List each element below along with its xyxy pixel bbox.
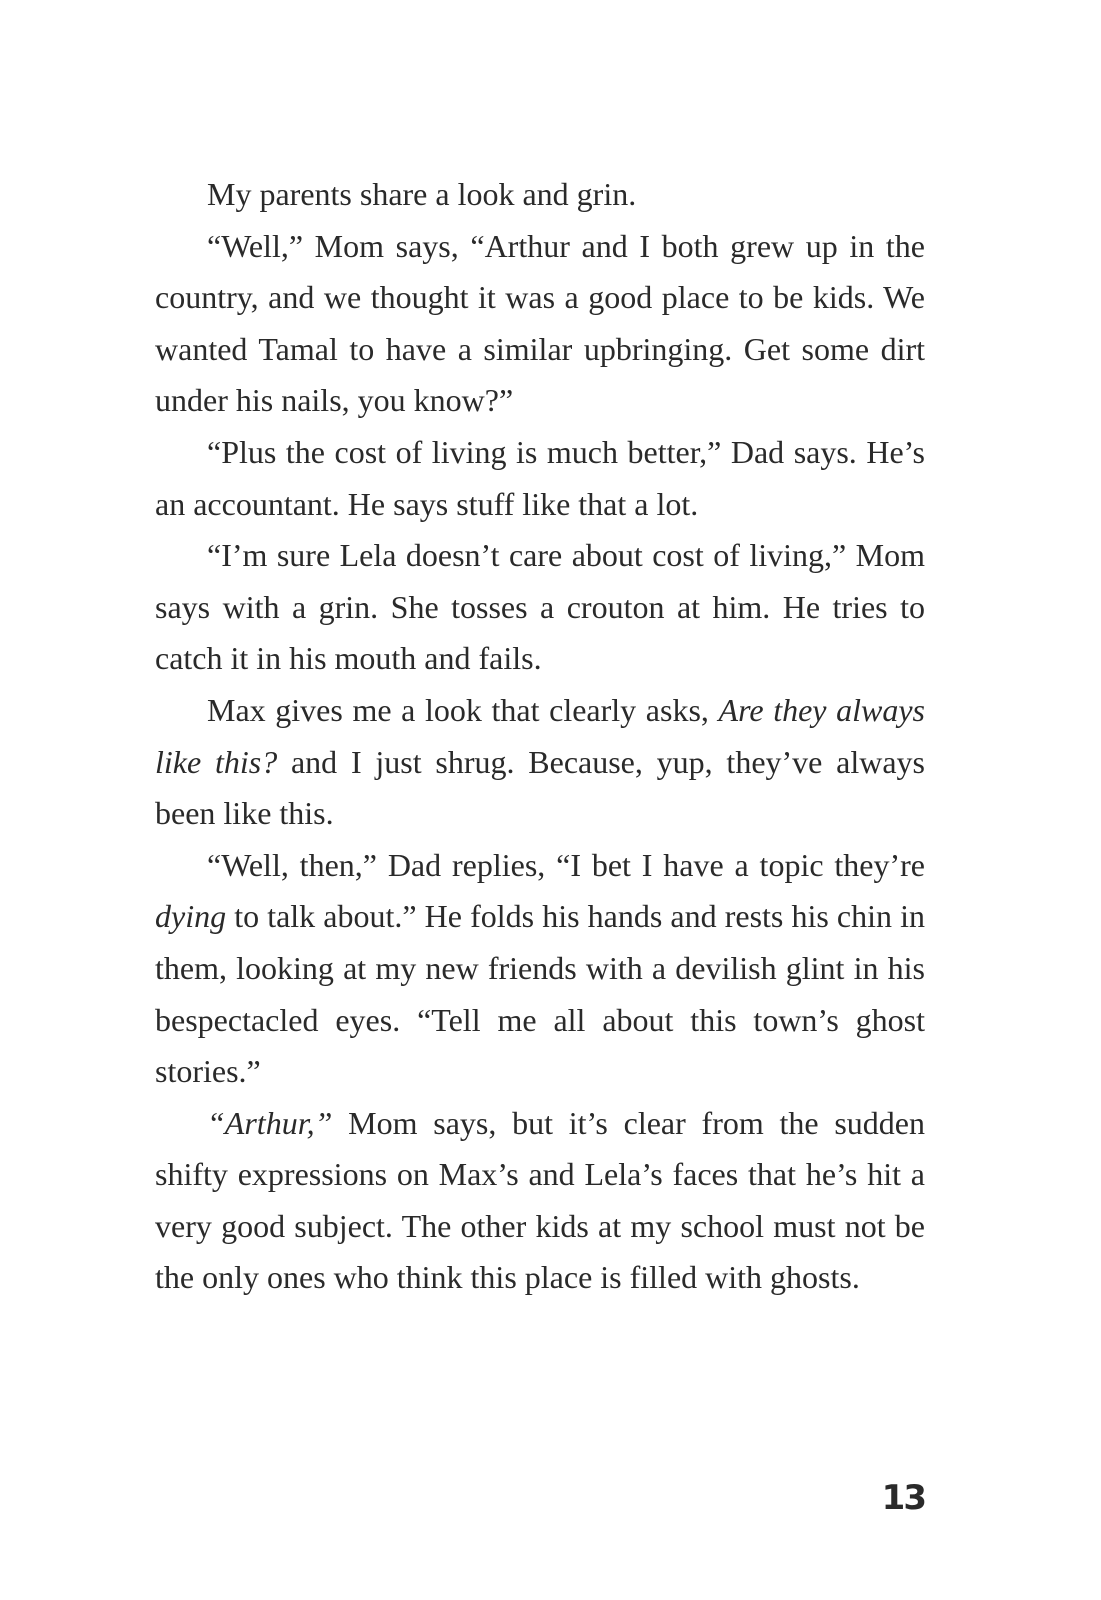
paragraph [155, 530, 925, 685]
italic-text: Are they always like this? [155, 691, 926, 780]
paragraph [155, 1098, 925, 1304]
text-run: “Well, then,” Dad replies, “I bet I have a topic they’re [207, 846, 925, 883]
text-run: My parents share a look and grin. [207, 176, 637, 212]
page-body [155, 169, 925, 1304]
text-run: “I’m sure Lela doesn’t care about cost of living,” Mom says with a grin. She tosses a crouton at him. He tries to catch it in his mouth and fails. [155, 537, 925, 677]
text-run: to talk about.” He folds his hands and rests his chin in them, looking at my new friends with a devilish glint in his bespectacled eyes. “Tell me all about this town’s ghost stories.” [155, 898, 925, 1090]
paragraph [155, 685, 925, 840]
paragraph [155, 427, 925, 530]
paragraph [155, 169, 925, 221]
italic-text: “Arthur,” [207, 1104, 333, 1141]
text-run: “Well,” Mom says, “Arthur and I both grew up in the country, and we thought it was a good place to be kids. We wanted Tamal to have a similar upbringing. Get some dirt under his nails, you know?” [155, 227, 925, 419]
text-run: “Plus the cost of living is much better,” Dad says. He’s an accountant. He says stuff like that a lot. [155, 433, 925, 522]
paragraph [155, 840, 925, 1098]
text-run: and I just shrug. Because, yup, they’ve always been like this. [155, 743, 926, 832]
text-run: Max gives me a look that clearly asks, [207, 691, 719, 728]
italic-text: dying [155, 898, 227, 935]
paragraph [155, 221, 925, 427]
page-number: 13 [881, 1478, 925, 1518]
text-run: Mom says, but it’s clear from the sudden shifty expressions on Max’s and Lela’s faces that he’s hit a very good subject. The other kids at my school must not be the only ones who think this place is filled with ghosts. [155, 1104, 925, 1296]
